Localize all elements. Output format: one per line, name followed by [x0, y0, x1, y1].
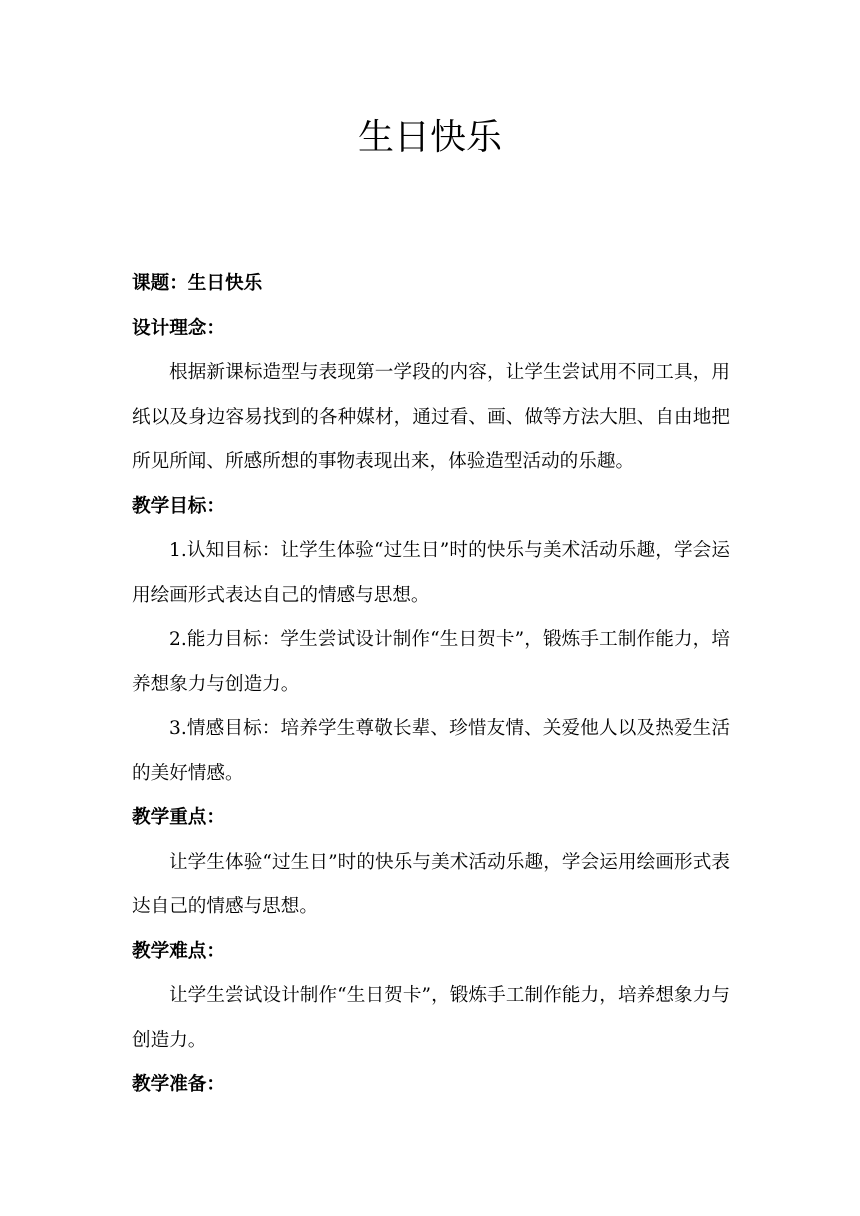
teaching-goals-heading: 教学目标：: [132, 495, 225, 517]
difficult-points-paragraph: 让学生尝试设计制作“生日贺卡”，锻炼手工制作能力，培养想象力与创造力。: [132, 985, 730, 1051]
design-concept-paragraph: 根据新课标造型与表现第一学段的内容，让学生尝试用不同工具，用纸以及身边容易找到的各种媒材，通过看、画、做等方法大胆、自由地把所见所闻、所感所想的事物表现出来，体验造型活动的乐趣。: [132, 362, 730, 472]
subject-line: [132, 262, 730, 307]
document-body: [132, 262, 730, 1108]
difficult-points-heading: 教学难点：: [132, 940, 225, 962]
cognitive-goal-paragraph: 1.认知目标：让学生体验“过生日”时的快乐与美术活动乐趣，学会运用绘画形式表达自己的情感与思想。: [132, 540, 730, 606]
emotional-goal-paragraph: 3.情感目标：培养学生尊敬长辈、珍惜友情、关爱他人以及热爱生活的美好情感。: [132, 718, 730, 784]
document-title: 生日快乐: [357, 117, 502, 158]
ability-goal-paragraph: 2.能力目标：学生尝试设计制作“生日贺卡”，锻炼手工制作能力，培养想象力与创造力。: [132, 629, 730, 695]
design-concept-heading: 设计理念：: [132, 317, 225, 339]
key-points-heading: 教学重点：: [132, 807, 225, 828]
key-points-paragraph: 让学生体验“过生日”时的快乐与美术活动乐趣，学会运用绘画形式表达自己的情感与思想。: [132, 851, 730, 917]
subject-value: 生日快乐: [187, 273, 263, 294]
preparation-heading: 教学准备：: [132, 1074, 225, 1095]
subject-label: 课题：: [132, 273, 188, 294]
